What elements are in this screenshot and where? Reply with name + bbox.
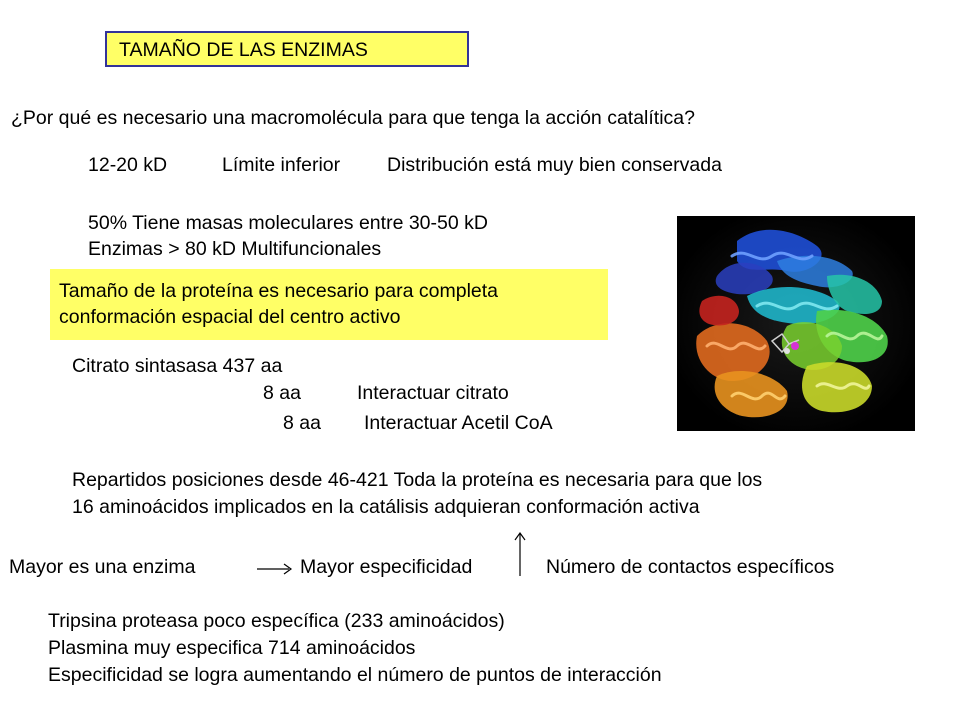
size-value: 12-20 kD [88,154,168,176]
size-limit: Límite inferior [222,154,341,176]
highlight-line-1: Tamaño de la proteína es necesario para completa [59,280,499,302]
masses-line-2: Enzimas > 80 kD Multifuncionales [88,238,382,260]
question-text: ¿Por qué es necesario una macromolécula para que tenga la acción catalítica? [11,107,695,129]
citrate-line-1: Citrato sintasasa 437 aa [72,355,283,377]
distributed-line-1: Repartidos posiciones desde 46-421 Toda la proteína es necesaria para que los [72,469,763,491]
right-arrow-icon [255,560,295,578]
example-line-3: Especificidad se logra aumentando el número de puntos de interacción [48,664,662,686]
citrate-aa-3: 8 aa [283,412,321,434]
example-line-2: Plasmina muy especifica 714 aminoácidos [48,637,416,659]
contacts-text: Número de contactos específicos [546,556,835,578]
distributed-line-2: 16 aminoácidos implicados en la catálisis adquieran conformación activa [72,496,700,518]
masses-line-1: 50% Tiene masas moleculares entre 30-50 kD [88,212,488,234]
highlight-box [50,269,608,340]
protein-ribbon-icon [677,216,915,431]
slide-title: TAMAÑO DE LAS ENZIMAS [119,39,368,61]
specificity-text: Mayor especificidad [300,556,473,578]
citrate-text-3: Interactuar Acetil CoA [364,412,553,434]
size-distribution: Distribución está muy bien conservada [387,154,722,176]
citrate-text-2: Interactuar citrato [357,382,509,404]
highlight-line-2: conformación espacial del centro activo [59,306,401,328]
citrate-aa-2: 8 aa [263,382,301,404]
up-arrow-icon [512,530,528,578]
protein-structure-image [677,216,915,431]
bigger-enzyme-text: Mayor es una enzima [9,556,196,578]
title-box [105,31,469,67]
example-line-1: Tripsina proteasa poco específica (233 aminoácidos) [48,610,505,632]
